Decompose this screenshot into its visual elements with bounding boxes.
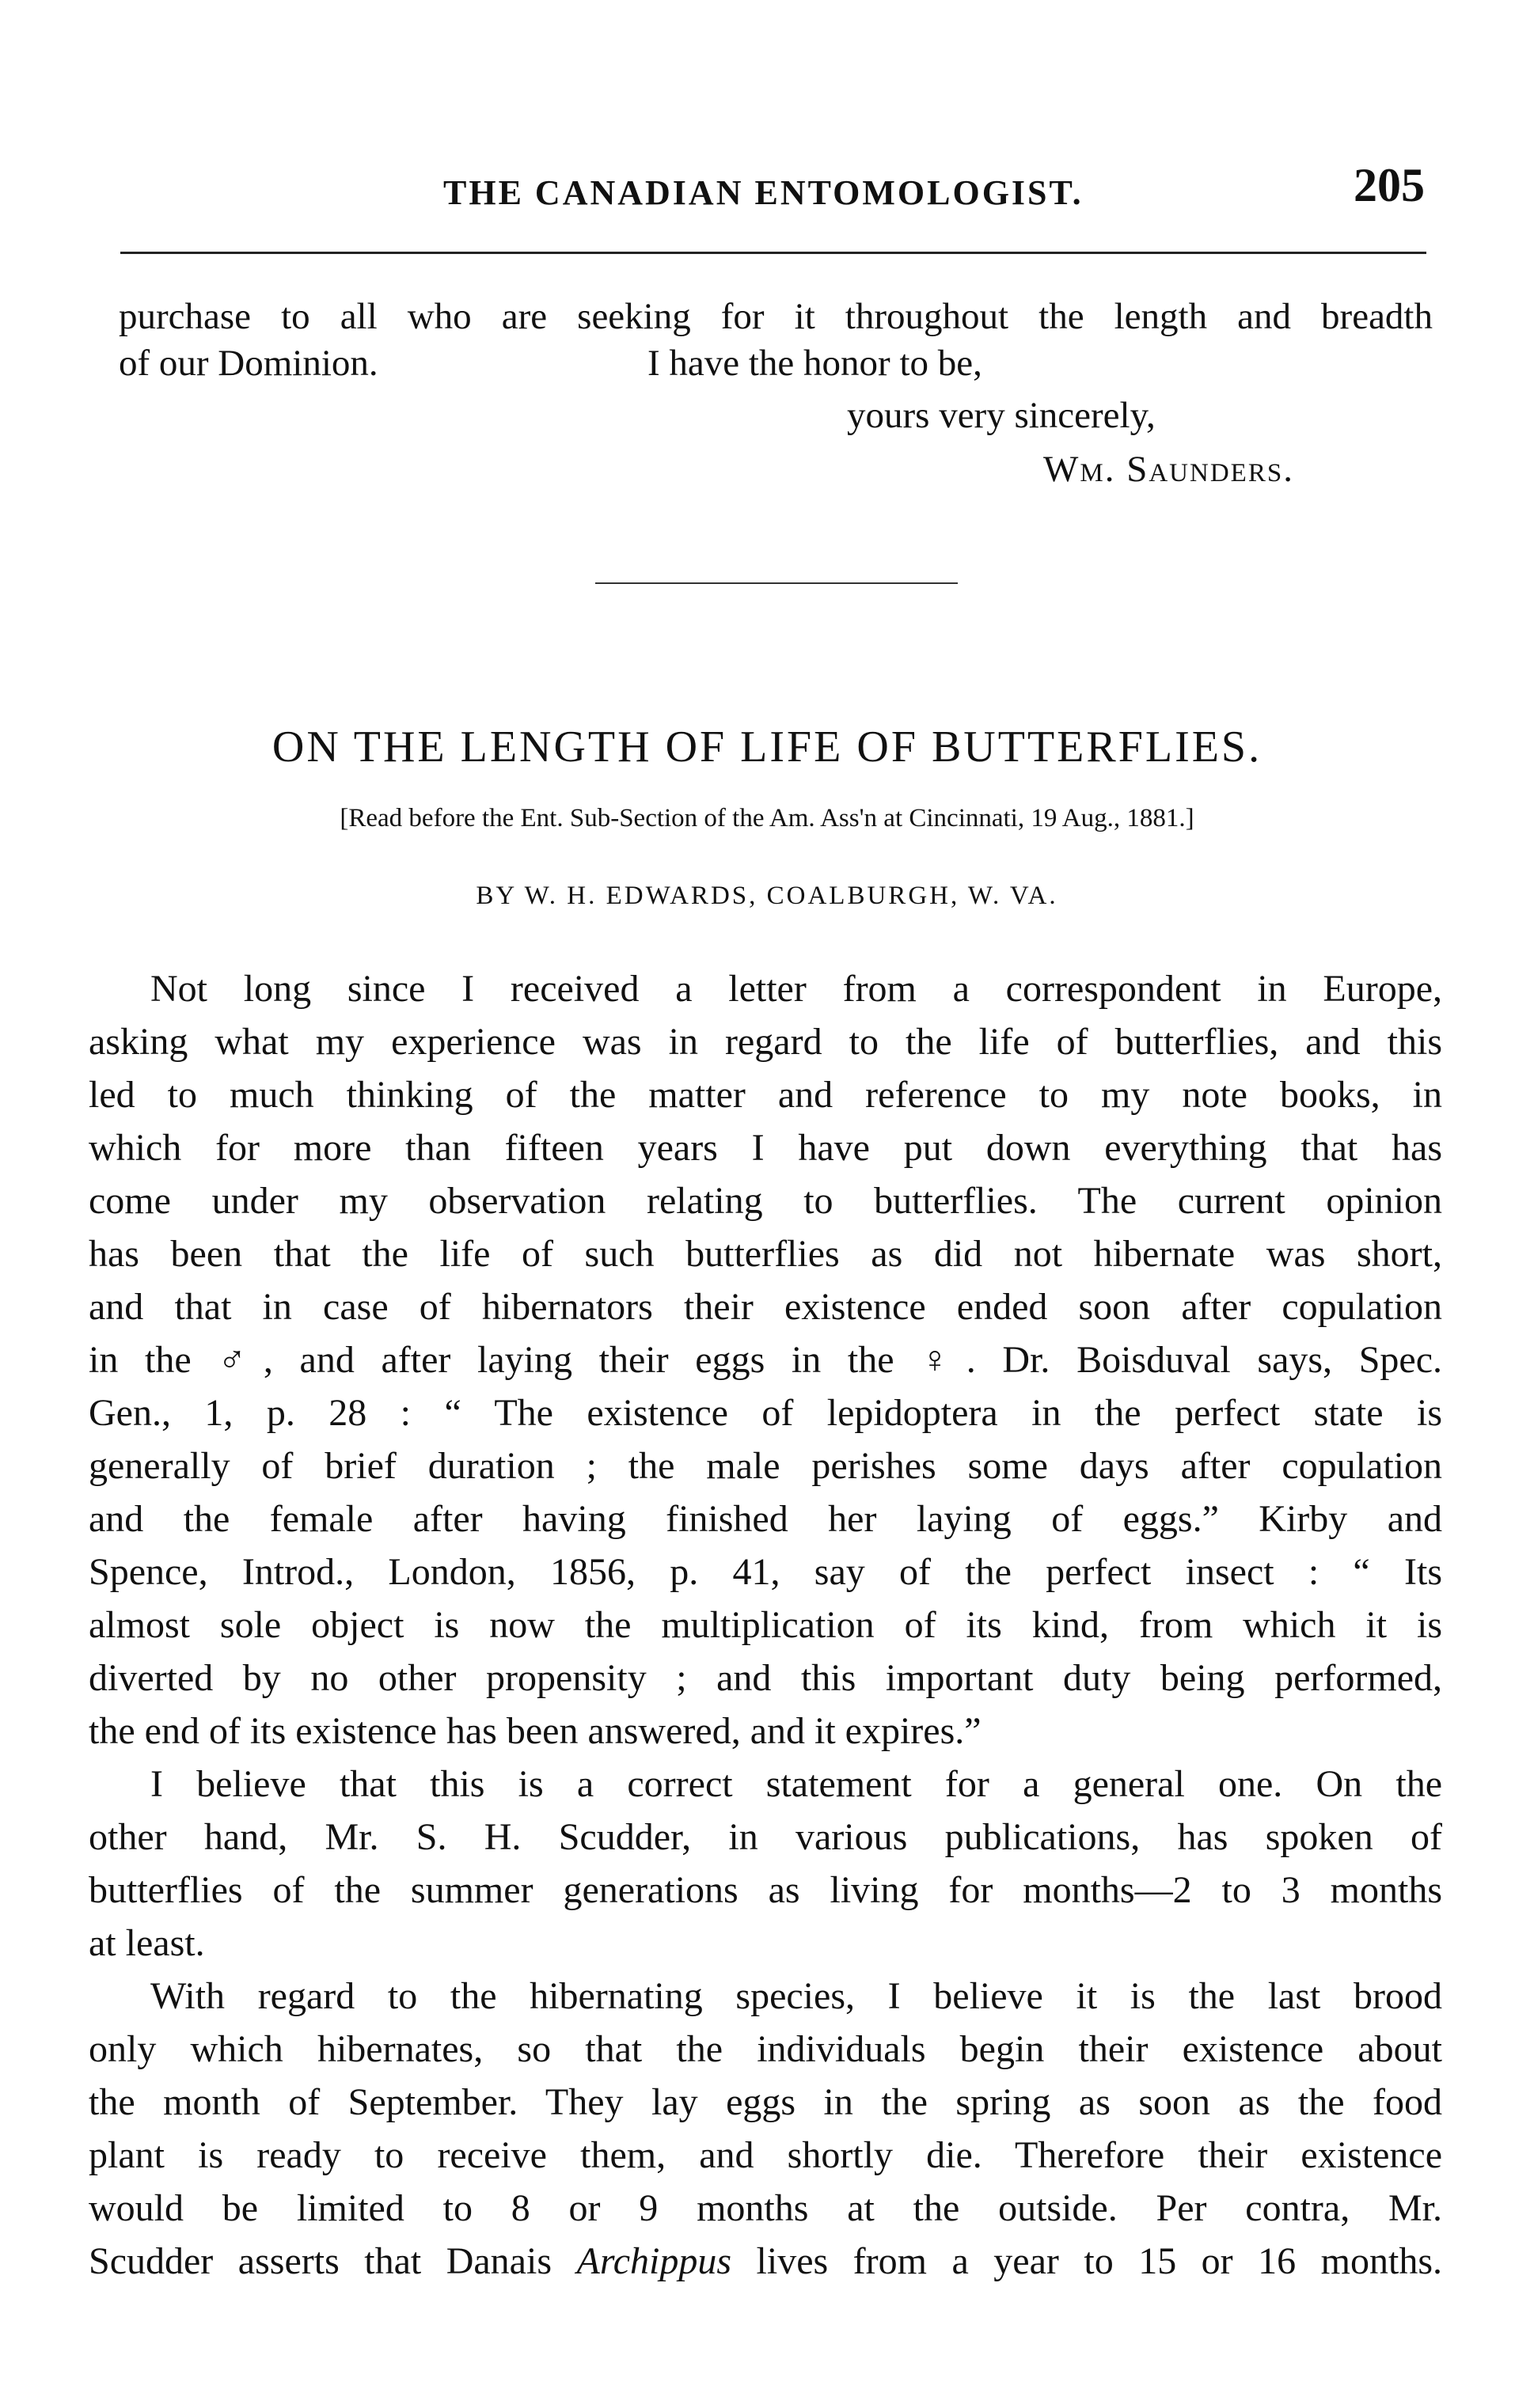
body-line: led to much thinking of the matter and reference to my note books, in xyxy=(89,1074,1442,1116)
body-line: the end of its existence has been answered, and it expires.” xyxy=(89,1710,982,1752)
body-line: plant is ready to receive them, and shortly die. Therefore their existence xyxy=(89,2134,1442,2176)
line-text-after: lives from a year to 15 or 16 months. xyxy=(731,2240,1443,2282)
letter-line-2-left: of our Dominion. xyxy=(119,343,378,384)
body-line: Not long since I received a letter from a correspondent in Europe, xyxy=(150,968,1442,1010)
section-separator xyxy=(595,582,958,584)
header-rule xyxy=(120,252,1426,254)
body-line: has been that the life of such butterflies as did not hibernate was short, xyxy=(89,1233,1442,1275)
letter-signature: Wm. Saunders. xyxy=(1043,449,1294,490)
body-line: I believe that this is a correct statement for a general one. On the xyxy=(150,1763,1442,1805)
body-line: would be limited to 8 or 9 months at the outside. Per contra, Mr. xyxy=(89,2187,1442,2229)
letter-line-2-right: I have the honor to be, xyxy=(647,343,982,384)
body-line: butterflies of the summer generations as living for months—2 to 3 months xyxy=(89,1869,1442,1911)
body-line: other hand, Mr. S. H. Scudder, in various publications, has spoken of xyxy=(89,1816,1442,1858)
body-line: the month of September. They lay eggs in the spring as soon as the food xyxy=(89,2081,1442,2123)
species-name: Archippus xyxy=(576,2240,732,2282)
body-line: in the ♂, and after laying their eggs in the ♀. Dr. Boisduval says, Spec. xyxy=(89,1339,1442,1381)
line-text-before: Scudder asserts that Danais xyxy=(89,2240,577,2282)
article-body xyxy=(89,967,1443,2282)
body-line: which for more than fifteen years I have put down everything that has xyxy=(89,1127,1442,1169)
body-line: only which hibernates, so that the individuals begin their existence about xyxy=(89,2028,1442,2070)
letter-line-1: purchase to all who are seeking for it throughout the length and breadth xyxy=(119,296,1433,337)
body-line: With regard to the hibernating species, I believe it is the last brood xyxy=(150,1975,1442,2017)
body-line: asking what my experience was in regard to the life of butterflies, and this xyxy=(89,1021,1442,1063)
page-number: 205 xyxy=(1354,159,1425,211)
body-line: diverted by no other propensity ; and this important duty being performed, xyxy=(89,1657,1442,1699)
body-line: generally of brief duration ; the male perishes some days after copulation xyxy=(89,1445,1442,1487)
read-note: [Read before the Ent. Sub-Section of the Am. Ass'n at Cincinnati, 19 Aug., 1881.] xyxy=(340,804,1194,832)
article-title: ON THE LENGTH OF LIFE OF BUTTERFLIES. xyxy=(271,722,1263,772)
body-line: Spence, Introd., London, 1856, p. 41, say of the perfect insect : “ Its xyxy=(89,1551,1442,1593)
byline: BY W. H. EDWARDS, COALBURGH, W. VA. xyxy=(476,882,1058,910)
running-title: THE CANADIAN ENTOMOLOGIST. xyxy=(443,173,1084,212)
body-line: and the female after having finished her laying of eggs.” Kirby and xyxy=(89,1498,1442,1540)
body-line: and that in case of hibernators their existence ended soon after copulation xyxy=(89,1286,1442,1328)
body-line: at least. xyxy=(89,1922,205,1964)
letter-closing: yours very sincerely, xyxy=(847,395,1156,436)
body-line-last xyxy=(89,2239,1442,2283)
body-line: almost sole object is now the multiplication of its kind, from which it is xyxy=(89,1604,1442,1646)
body-line: Gen., 1, p. 28 : “ The existence of lepidoptera in the perfect state is xyxy=(89,1392,1442,1434)
body-line: come under my observation relating to butterflies. The current opinion xyxy=(89,1180,1442,1222)
